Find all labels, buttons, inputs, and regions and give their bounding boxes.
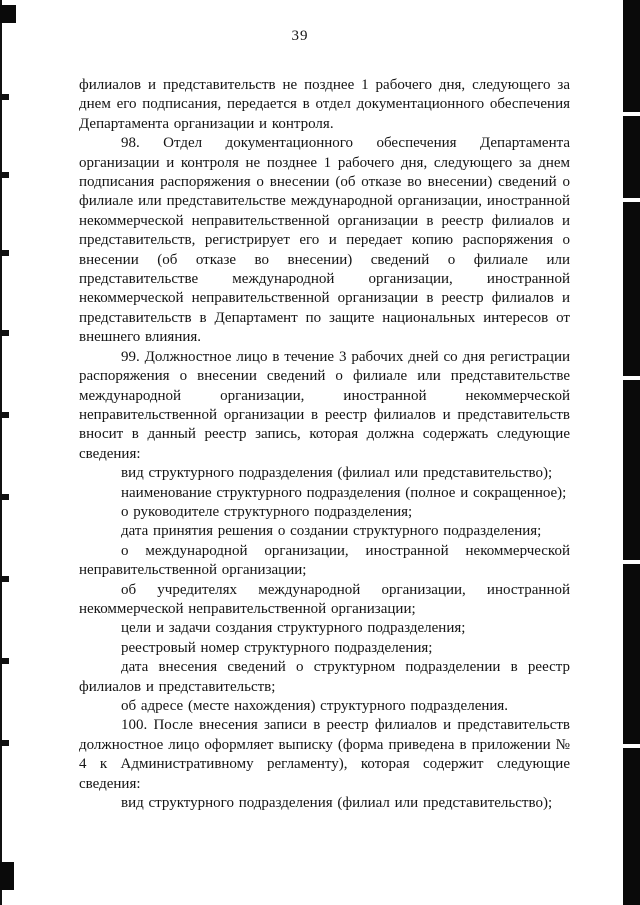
left-scan-tick: [0, 94, 9, 100]
list-item: цели и задачи создания структурного подразделения;: [121, 620, 466, 637]
list-item: дата внесения сведений о структурном подразделении в реестр филиалов и представительств;: [79, 659, 570, 695]
paragraph-98: 98. Отдел документационного обеспечения Департамента организации и контроля не позднее 1 рабочего дня, следующего за днем подписания распоряжения о внесении (об отказе во внесении) сведений о филиале или представительстве международной организации, иностранной некоммерческой неправительственной организации в реестр филиалов и представительств, регистрирует его и передает копию распоряжения о внесении (об отказе во внесении) сведений о филиале или представительстве международной организации, иностранной некоммерческой неправительственной организации в реестр филиалов и представительств в Департамент по защите национальных интересов от внешнего влияния.: [79, 135, 570, 346]
list-item: об адресе (месте нахождения) структурного подразделения.: [121, 698, 509, 714]
list-item: о международной организации, иностранной некоммерческой неправительственной организации;: [79, 542, 570, 579]
paragraph-99: 99. Должностное лицо в течение 3 рабочих дней со дня регистрации распоряжения о внесении сведений о филиале или представительстве международной организации, иностранной некоммерческой неправительственной организации в реестр филиалов и представительств вносит в данный реестр запись, которая должна содержать следующие сведения:: [79, 348, 570, 462]
bottom-left-scan-mark: [0, 862, 14, 890]
list-item: дата принятия решения о создании структурного подразделения;: [121, 523, 542, 540]
left-scan-tick: [0, 494, 9, 500]
paragraph-100: 100. После внесения записи в реестр филиалов и представительств должностное лицо оформляет выписку (форма приведена в приложении № 4 к Административному регламенту), которая содержит следующие сведения:: [79, 717, 570, 792]
list-item: реестровый номер структурного подразделения;: [121, 639, 433, 656]
list-item: о руководителе структурного подразделения;: [121, 503, 413, 520]
left-scan-tick: [0, 740, 9, 746]
left-scan-tick: [0, 250, 9, 256]
top-left-scan-mark: [0, 5, 16, 23]
page-number: 39: [291, 28, 309, 44]
left-edge-scan-line: [0, 0, 2, 905]
left-scan-tick: [0, 412, 9, 418]
scan-bar-notch: [623, 198, 640, 202]
document-text: [79, 76, 570, 813]
left-scan-tick: [0, 172, 9, 178]
left-scan-tick: [0, 658, 9, 664]
scan-bar-notch: [623, 376, 640, 380]
left-scan-tick: [0, 576, 9, 582]
list-item: наименование структурного подразделения (полное и сокращенное);: [121, 484, 567, 501]
list-item: вид структурного подразделения (филиал или представительство);: [121, 465, 553, 482]
paragraph-continuation: филиалов и представительств не позднее 1 рабочего дня, следующего за днем его подписания, передается в отдел документационного обеспечения Департамента организации и контроля.: [79, 77, 570, 132]
scan-bar-notch: [623, 560, 640, 564]
right-edge-scan-bar: [623, 0, 640, 905]
scan-bar-notch: [623, 112, 640, 116]
scan-bar-notch: [623, 744, 640, 748]
list-item: вид структурного подразделения (филиал или представительство);: [121, 795, 553, 812]
left-scan-tick: [0, 330, 9, 336]
list-item: об учредителях международной организации, иностранной некоммерческой неправительственной организации;: [79, 581, 570, 617]
